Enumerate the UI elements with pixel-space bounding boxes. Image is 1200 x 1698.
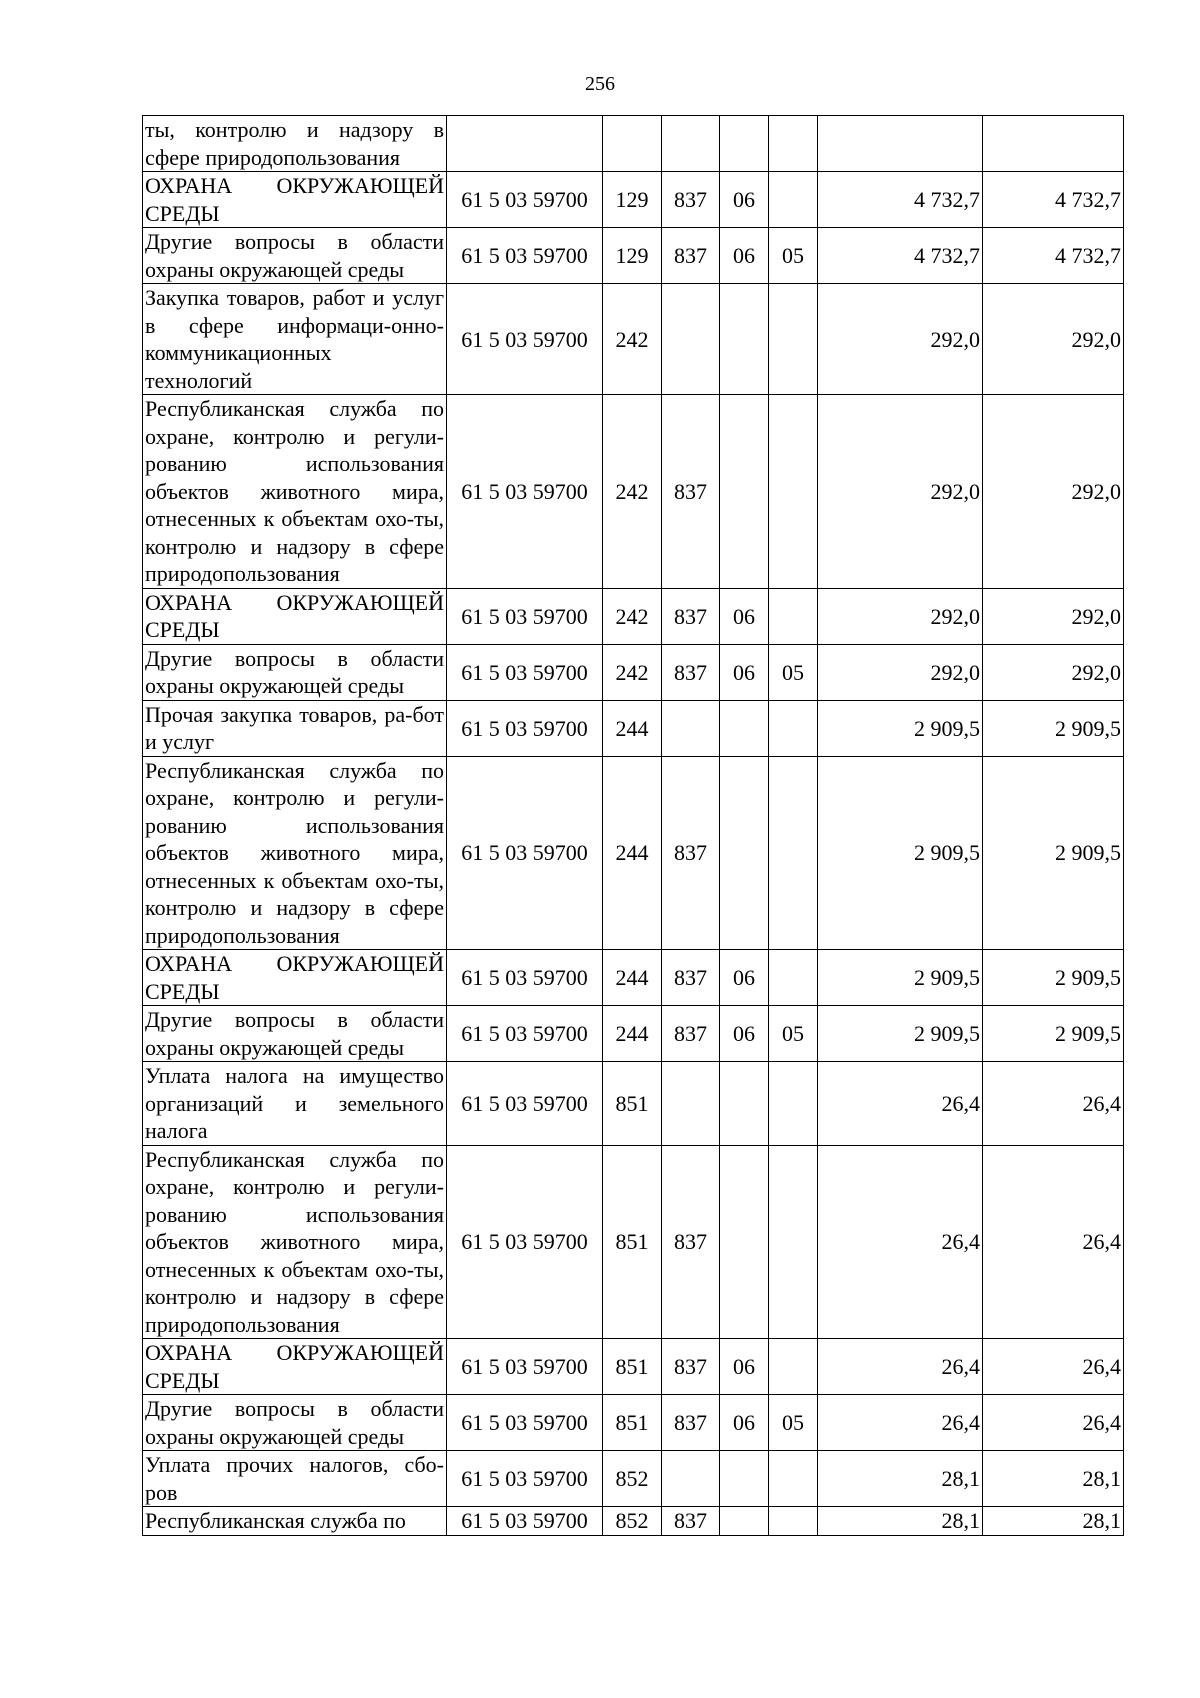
cell-section bbox=[720, 1062, 769, 1146]
cell-expense-type: 244 bbox=[603, 756, 662, 950]
cell-amount-2: 292,0 bbox=[983, 284, 1124, 395]
cell-target-code: 61 5 03 59700 bbox=[447, 395, 603, 589]
cell-subsection bbox=[769, 950, 818, 1006]
table-row bbox=[143, 700, 1124, 756]
cell-amount-2: 26,4 bbox=[983, 1062, 1124, 1146]
cell-target-code: 61 5 03 59700 bbox=[447, 284, 603, 395]
cell-section: 06 bbox=[720, 1339, 769, 1395]
cell-department: 837 bbox=[662, 1006, 720, 1062]
cell-name: Уплата налога на имущество организаций и земельного налога bbox=[143, 1062, 447, 1146]
cell-name: Другие вопросы в области охраны окружающей среды bbox=[143, 644, 447, 700]
cell-section: 06 bbox=[720, 172, 769, 228]
cell-amount-2: 26,4 bbox=[983, 1395, 1124, 1451]
cell-expense-type bbox=[603, 116, 662, 172]
cell-section: 06 bbox=[720, 588, 769, 644]
cell-name: Прочая закупка товаров, ра-бот и услуг bbox=[143, 700, 447, 756]
cell-name: Закупка товаров, работ и услуг в сфере информаци-онно-коммуникационных технологий bbox=[143, 284, 447, 395]
cell-subsection: 05 bbox=[769, 1395, 818, 1451]
cell-expense-type: 242 bbox=[603, 284, 662, 395]
cell-target-code: 61 5 03 59700 bbox=[447, 700, 603, 756]
cell-target-code: 61 5 03 59700 bbox=[447, 1006, 603, 1062]
cell-expense-type: 244 bbox=[603, 700, 662, 756]
cell-amount-2: 2 909,5 bbox=[983, 756, 1124, 950]
cell-department bbox=[662, 1451, 720, 1507]
cell-department: 837 bbox=[662, 1507, 720, 1536]
cell-section bbox=[720, 116, 769, 172]
cell-target-code bbox=[447, 116, 603, 172]
table-row bbox=[143, 284, 1124, 395]
cell-amount-1: 292,0 bbox=[818, 395, 983, 589]
cell-expense-type: 851 bbox=[603, 1062, 662, 1146]
cell-name: ты, контролю и надзору в сфере природопользования bbox=[143, 116, 447, 172]
cell-amount-1: 26,4 bbox=[818, 1062, 983, 1146]
table-row bbox=[143, 172, 1124, 228]
cell-department: 837 bbox=[662, 395, 720, 589]
cell-name: ОХРАНА ОКРУЖАЮЩЕЙ СРЕДЫ bbox=[143, 1339, 447, 1395]
cell-name: Республиканская служба по охране, контролю и регули-рованию использования объектов животного мира, отнесенных к объектам охо-ты, контролю и надзору в сфере природопользования bbox=[143, 395, 447, 589]
cell-target-code: 61 5 03 59700 bbox=[447, 756, 603, 950]
cell-department bbox=[662, 700, 720, 756]
cell-section bbox=[720, 1145, 769, 1339]
cell-expense-type: 242 bbox=[603, 395, 662, 589]
cell-amount-2: 26,4 bbox=[983, 1339, 1124, 1395]
cell-amount-1: 292,0 bbox=[818, 644, 983, 700]
table-row bbox=[143, 756, 1124, 950]
table-row bbox=[143, 116, 1124, 172]
table-row bbox=[143, 950, 1124, 1006]
cell-section: 06 bbox=[720, 644, 769, 700]
cell-expense-type: 129 bbox=[603, 228, 662, 284]
table-row bbox=[143, 1145, 1124, 1339]
cell-amount-2: 28,1 bbox=[983, 1507, 1124, 1536]
cell-name: Республиканская служба по bbox=[143, 1507, 447, 1536]
cell-expense-type: 244 bbox=[603, 950, 662, 1006]
cell-subsection bbox=[769, 1339, 818, 1395]
cell-target-code: 61 5 03 59700 bbox=[447, 1145, 603, 1339]
cell-name: Уплата прочих налогов, сбо-ров bbox=[143, 1451, 447, 1507]
table-row bbox=[143, 1395, 1124, 1451]
cell-amount-2: 4 732,7 bbox=[983, 172, 1124, 228]
cell-amount-1: 4 732,7 bbox=[818, 228, 983, 284]
cell-subsection bbox=[769, 395, 818, 589]
cell-section bbox=[720, 700, 769, 756]
cell-amount-1: 4 732,7 bbox=[818, 172, 983, 228]
cell-expense-type: 852 bbox=[603, 1451, 662, 1507]
cell-subsection bbox=[769, 1451, 818, 1507]
cell-subsection bbox=[769, 1507, 818, 1536]
cell-name: ОХРАНА ОКРУЖАЮЩЕЙ СРЕДЫ bbox=[143, 588, 447, 644]
cell-name: Другие вопросы в области охраны окружающей среды bbox=[143, 1006, 447, 1062]
cell-amount-1: 28,1 bbox=[818, 1451, 983, 1507]
cell-name: ОХРАНА ОКРУЖАЮЩЕЙ СРЕДЫ bbox=[143, 172, 447, 228]
page-number: 256 bbox=[585, 73, 615, 95]
cell-target-code: 61 5 03 59700 bbox=[447, 588, 603, 644]
cell-amount-1: 2 909,5 bbox=[818, 1006, 983, 1062]
cell-amount-1: 292,0 bbox=[818, 588, 983, 644]
cell-subsection bbox=[769, 1062, 818, 1146]
cell-target-code: 61 5 03 59700 bbox=[447, 1339, 603, 1395]
cell-section bbox=[720, 1507, 769, 1536]
cell-department: 837 bbox=[662, 756, 720, 950]
table-row bbox=[143, 644, 1124, 700]
cell-amount-2: 28,1 bbox=[983, 1451, 1124, 1507]
cell-target-code: 61 5 03 59700 bbox=[447, 1451, 603, 1507]
cell-amount-2: 292,0 bbox=[983, 644, 1124, 700]
cell-department: 837 bbox=[662, 228, 720, 284]
cell-expense-type: 851 bbox=[603, 1395, 662, 1451]
cell-amount-2: 26,4 bbox=[983, 1145, 1124, 1339]
table-row bbox=[143, 228, 1124, 284]
cell-department bbox=[662, 116, 720, 172]
cell-target-code: 61 5 03 59700 bbox=[447, 1507, 603, 1536]
cell-subsection bbox=[769, 588, 818, 644]
cell-department: 837 bbox=[662, 1145, 720, 1339]
cell-section bbox=[720, 284, 769, 395]
cell-section bbox=[720, 395, 769, 589]
cell-target-code: 61 5 03 59700 bbox=[447, 950, 603, 1006]
table-body bbox=[143, 116, 1124, 1536]
cell-amount-1: 2 909,5 bbox=[818, 756, 983, 950]
cell-department bbox=[662, 284, 720, 395]
cell-expense-type: 851 bbox=[603, 1339, 662, 1395]
cell-amount-1 bbox=[818, 116, 983, 172]
cell-name: Республиканская служба по охране, контролю и регули-рованию использования объектов животного мира, отнесенных к объектам охо-ты, контролю и надзору в сфере природопользования bbox=[143, 756, 447, 950]
cell-name: Другие вопросы в области охраны окружающей среды bbox=[143, 228, 447, 284]
cell-subsection: 05 bbox=[769, 228, 818, 284]
cell-amount-2 bbox=[983, 116, 1124, 172]
cell-subsection bbox=[769, 1145, 818, 1339]
cell-target-code: 61 5 03 59700 bbox=[447, 644, 603, 700]
cell-subsection: 05 bbox=[769, 1006, 818, 1062]
cell-amount-1: 292,0 bbox=[818, 284, 983, 395]
cell-amount-2: 2 909,5 bbox=[983, 1006, 1124, 1062]
cell-amount-2: 2 909,5 bbox=[983, 700, 1124, 756]
table-row bbox=[143, 1451, 1124, 1507]
cell-expense-type: 242 bbox=[603, 644, 662, 700]
cell-amount-1: 26,4 bbox=[818, 1339, 983, 1395]
budget-table bbox=[142, 115, 1124, 1536]
cell-section: 06 bbox=[720, 228, 769, 284]
cell-expense-type: 851 bbox=[603, 1145, 662, 1339]
cell-section bbox=[720, 1451, 769, 1507]
cell-department: 837 bbox=[662, 644, 720, 700]
cell-expense-type: 242 bbox=[603, 588, 662, 644]
cell-subsection bbox=[769, 172, 818, 228]
cell-section bbox=[720, 756, 769, 950]
cell-amount-2: 292,0 bbox=[983, 395, 1124, 589]
cell-section: 06 bbox=[720, 950, 769, 1006]
cell-department: 837 bbox=[662, 950, 720, 1006]
table-row bbox=[143, 1006, 1124, 1062]
cell-subsection bbox=[769, 284, 818, 395]
cell-amount-2: 292,0 bbox=[983, 588, 1124, 644]
cell-subsection bbox=[769, 116, 818, 172]
cell-name: ОХРАНА ОКРУЖАЮЩЕЙ СРЕДЫ bbox=[143, 950, 447, 1006]
cell-amount-1: 26,4 bbox=[818, 1145, 983, 1339]
cell-amount-1: 2 909,5 bbox=[818, 700, 983, 756]
cell-target-code: 61 5 03 59700 bbox=[447, 228, 603, 284]
cell-expense-type: 129 bbox=[603, 172, 662, 228]
cell-department: 837 bbox=[662, 1395, 720, 1451]
cell-target-code: 61 5 03 59700 bbox=[447, 172, 603, 228]
cell-expense-type: 244 bbox=[603, 1006, 662, 1062]
table-row bbox=[143, 1339, 1124, 1395]
cell-subsection bbox=[769, 756, 818, 950]
cell-section: 06 bbox=[720, 1395, 769, 1451]
cell-target-code: 61 5 03 59700 bbox=[447, 1062, 603, 1146]
cell-department: 837 bbox=[662, 1339, 720, 1395]
cell-section: 06 bbox=[720, 1006, 769, 1062]
cell-amount-1: 26,4 bbox=[818, 1395, 983, 1451]
cell-name: Республиканская служба по охране, контролю и регули-рованию использования объектов животного мира, отнесенных к объектам охо-ты, контролю и надзору в сфере природопользования bbox=[143, 1145, 447, 1339]
cell-amount-1: 28,1 bbox=[818, 1507, 983, 1536]
cell-department bbox=[662, 1062, 720, 1146]
cell-name: Другие вопросы в области охраны окружающей среды bbox=[143, 1395, 447, 1451]
cell-amount-1: 2 909,5 bbox=[818, 950, 983, 1006]
cell-subsection: 05 bbox=[769, 644, 818, 700]
cell-subsection bbox=[769, 700, 818, 756]
cell-expense-type: 852 bbox=[603, 1507, 662, 1536]
table-row bbox=[143, 588, 1124, 644]
cell-department: 837 bbox=[662, 172, 720, 228]
table-row bbox=[143, 395, 1124, 589]
cell-amount-2: 2 909,5 bbox=[983, 950, 1124, 1006]
cell-amount-2: 4 732,7 bbox=[983, 228, 1124, 284]
table-row bbox=[143, 1062, 1124, 1146]
table-row bbox=[143, 1507, 1124, 1536]
cell-department: 837 bbox=[662, 588, 720, 644]
cell-target-code: 61 5 03 59700 bbox=[447, 1395, 603, 1451]
